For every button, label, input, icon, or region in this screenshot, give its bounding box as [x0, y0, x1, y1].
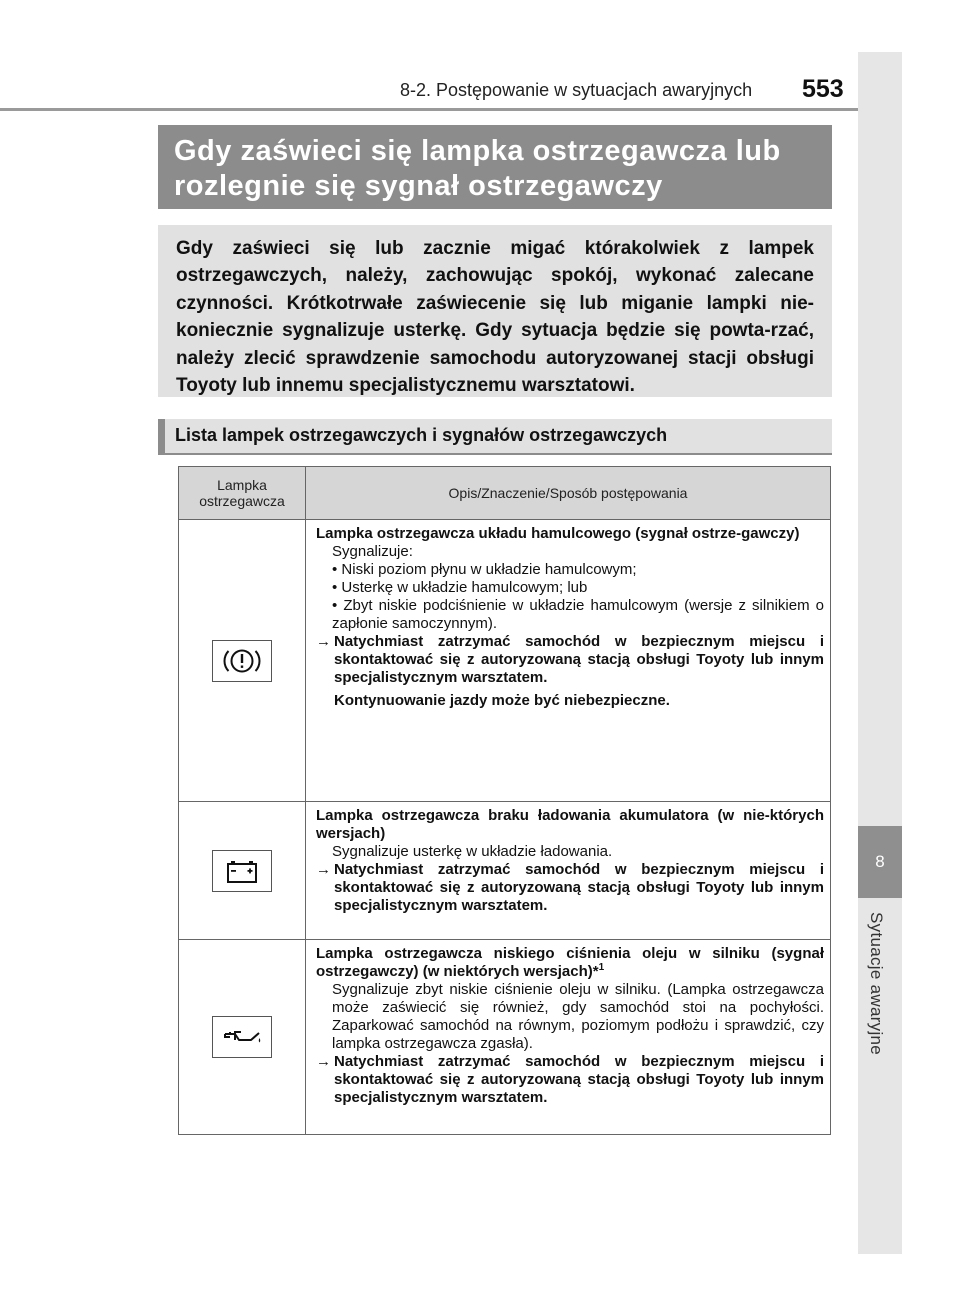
- footnote-marker: 1: [598, 962, 605, 973]
- lamp-warning: Kontynuowanie jazdy może być niebezpieczne.: [334, 692, 670, 709]
- lamp-description-cell: [306, 802, 831, 940]
- column-header-lamp: Lampka ostrzegawcza: [179, 467, 306, 520]
- header-rule: [0, 108, 858, 111]
- lamp-bullet: • Zbyt niskie podciśnienie w układzie hamulcowym (wersje z silnikiem o zapłonie samoczynnym).: [332, 597, 824, 632]
- lamp-icon-cell: [179, 940, 306, 1135]
- arrow-icon: →: [316, 861, 331, 878]
- lamp-icon-cell: [179, 802, 306, 940]
- section-title: Lista lampek ostrzegawczych i sygnałów ostrzegawczych: [175, 425, 668, 445]
- intro-box: [158, 225, 832, 397]
- lamp-icon-cell: [179, 520, 306, 802]
- lamp-action-text: Natychmiast zatrzymać samochód w bezpiecznym miejscu i skontaktować się z autoryzowaną stacją obsługi Toyoty lub innym specjalistycznym warsztatem.: [334, 1053, 824, 1106]
- table-row: [179, 520, 831, 802]
- warning-lamps-table: [178, 466, 831, 1135]
- lamp-description-cell: [306, 940, 831, 1135]
- table-header-row: [179, 467, 831, 520]
- chapter-sidebar: [858, 52, 902, 1254]
- page-title: Gdy zaświeci się lampka ostrzegawcza lub rozlegnie się sygnał ostrzegawczy: [174, 135, 781, 202]
- intro-text: Gdy zaświeci się lub zacznie migać którakolwiek z lampek ostrzegawczych, należy, zachowując spokój, wykonać zalecane czynności. Krótkotrwałe zaświecenie się lub miganie lampki nie-koniecznie sygnalizuje usterkę. Gdy sytuacja będzie się powta-rzać, należy zlecić sprawdzenie samochodu autoryzowanej stacji obsługi Toyoty lub innemu specjalistycznemu warsztatowi.: [176, 238, 814, 397]
- lamp-lead: Sygnalizuje usterkę w układzie ładowania.: [332, 843, 613, 860]
- arrow-icon: →: [316, 633, 331, 650]
- oil-pressure-warning-icon: [212, 1016, 272, 1058]
- chapter-label: Sytuacje awaryjne: [867, 912, 886, 1056]
- lamp-title: Lampka ostrzegawcza układu hamulcowego (sygnał ostrze-gawczy): [316, 525, 800, 542]
- lamp-title: Lampka ostrzegawcza braku ładowania akumulatora (w nie-których wersjach): [316, 807, 824, 842]
- page-number: 553: [802, 75, 844, 103]
- section-rule: [158, 453, 832, 455]
- arrow-icon: →: [316, 1053, 331, 1070]
- chapter-number: 8: [875, 852, 885, 871]
- lamp-action: [316, 633, 824, 687]
- lamp-title-text: Lampka ostrzegawcza niskiego ciśnienia oleju w silniku (sygnał ostrzegawczy) (w niektórych wersjach)*: [316, 945, 824, 980]
- lamp-action-text: Natychmiast zatrzymać samochód w bezpiecznym miejscu i skontaktować się z autoryzowaną stacją obsługi Toyoty lub innym specjalistycznym warsztatem.: [334, 633, 824, 686]
- battery-warning-icon: [212, 850, 272, 892]
- lamp-action-text: Natychmiast zatrzymać samochód w bezpiecznym miejscu i skontaktować się z autoryzowaną stacją obsługi Toyoty lub innym specjalistycznym warsztatem.: [334, 861, 824, 914]
- lamp-description-cell: [306, 520, 831, 802]
- column-header-description: Opis/Znaczenie/Sposób postępowania: [306, 467, 831, 520]
- lamp-action: [316, 861, 824, 915]
- lamp-lead: Sygnalizuje zbyt niskie ciśnienie oleju w silniku. (Lampka ostrzegawcza może zaświecić się również, gdy samochód stoi na pochyłości. Zaparkować samochód na równym, poziomym podłożu i sprawdzić, czy lampka ostrzegawcza zgasła).: [332, 981, 824, 1052]
- running-header: 8-2. Postępowanie w sytuacjach awaryjnych: [400, 80, 753, 100]
- brake-warning-icon: [212, 640, 272, 682]
- table-row: [179, 940, 831, 1135]
- lamp-title: [316, 945, 824, 981]
- lamp-lead: Sygnalizuje:: [332, 543, 413, 560]
- lamp-bullet: • Niski poziom płynu w układzie hamulcowym;: [332, 561, 637, 578]
- section-header: [158, 419, 832, 455]
- table-row: [179, 802, 831, 940]
- page-title-box: [158, 125, 832, 209]
- lamp-action: [316, 1053, 824, 1107]
- lamp-bullet: • Usterkę w układzie hamulcowym; lub: [332, 579, 588, 596]
